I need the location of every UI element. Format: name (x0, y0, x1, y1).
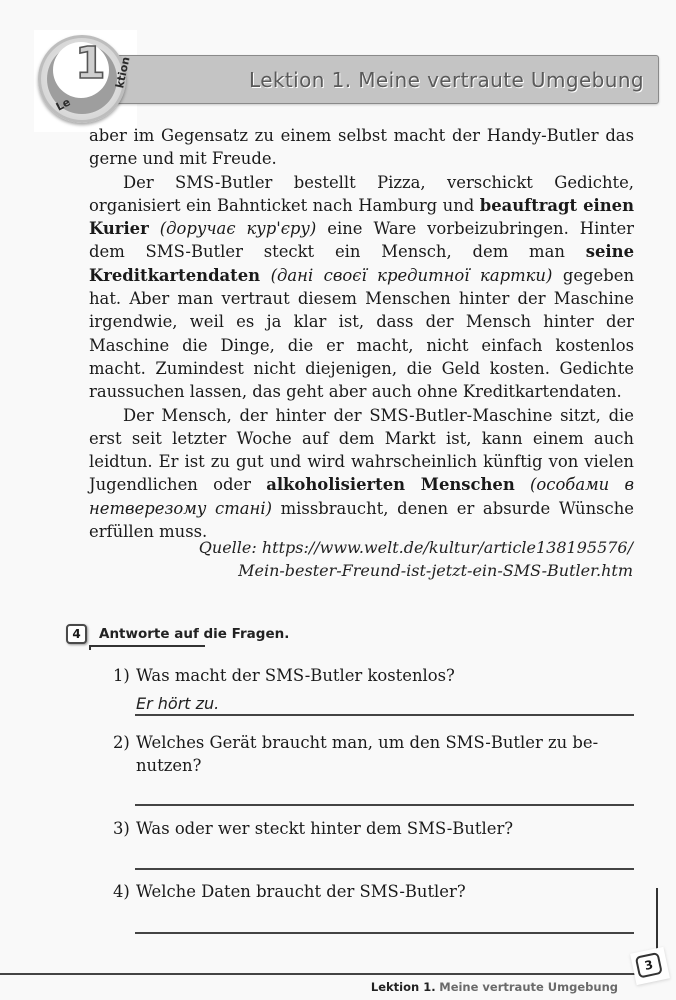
answer-line-1[interactable] (135, 714, 634, 716)
vocab-translation: (особами в нетверезому стані) (89, 475, 634, 518)
exercise-title: Antworte auf die Fragen. (99, 626, 290, 642)
question-text: Welches Gerät braucht man, um den SMS-Butler zu be- (136, 733, 599, 752)
source-line-1: Quelle: https://www.welt.de/kultur/article138195576/ (198, 538, 633, 557)
answer-line-3[interactable] (135, 868, 634, 870)
page-number-badge (630, 947, 670, 985)
question-number: 4) (113, 882, 130, 901)
exercise-number: 4 (66, 624, 87, 644)
text-run: missbraucht, denen er absurde Wünsche erfüllen muss. (89, 498, 634, 542)
answer-line-4[interactable] (135, 932, 634, 934)
paragraph-3 (89, 404, 634, 544)
paragraph-2 (89, 171, 634, 404)
text-run: gegeben hat. Aber man vertraut diesem Menschen hinter der Maschine irgendwie, weil es ja klar ist, dass der Mensch hinter der Maschine die Dinge, die er macht, nicht einfach kostenlos macht. Zumindest nicht diejenigen, die Geld kosten. Gedichte raussuchen lassen, das geht aber auch ohne Kreditkartendaten. (89, 265, 634, 402)
exercise-underline-tick (89, 645, 91, 650)
lesson-title-bar (88, 55, 659, 104)
question-text-continued: nutzen? (136, 756, 202, 775)
question-1 (113, 664, 635, 687)
badge-label-part2: ktion (113, 55, 133, 90)
vocab-translation: (доручає кур'єру) (159, 219, 317, 239)
source-line-2: Mein-bester-Freund-ist-jetzt-ein-SMS-Butler.htm (238, 561, 633, 580)
lesson-title: Lektion 1. Meine vertraute Umgebung (249, 67, 644, 92)
text-run: Der Mensch, der hinter der SMS-Butler-Maschine sitzt, die erst seit letzter Woche auf dem Markt ist, kann einem auch leidtun. Er ist zu gut und wird wahrscheinlich künftig von vielen Jugendlichen oder (89, 405, 634, 495)
answer-1-text[interactable]: Er hört zu. (136, 694, 220, 713)
question-text: Was oder wer steckt hinter dem SMS-Butler? (136, 819, 514, 838)
lesson-badge (38, 35, 133, 123)
exercise-header (66, 624, 289, 644)
paragraph-1: aber im Gegensatz zu einem selbst macht der Handy-Butler das gerne und mit Freude. (89, 126, 634, 169)
footer-rule (0, 973, 640, 975)
question-number: 2) (113, 733, 130, 752)
vocab-term: alkoholisierten Menschen (266, 475, 515, 495)
exercise-title-underline (89, 645, 205, 647)
lesson-number: 1 (75, 38, 106, 89)
question-4 (113, 880, 635, 903)
text-run: Der SMS-Butler bestellt Pizza, verschickt Gedichte, organisiert ein Bahnticket nach Hamburg und (89, 172, 634, 215)
footer-running-title (371, 980, 618, 994)
vocab-translation: (дані своєї кредитної картки) (270, 265, 553, 285)
question-text: Was macht der SMS-Butler kostenlos? (136, 666, 455, 685)
question-3 (113, 817, 635, 840)
question-number: 1) (113, 666, 130, 685)
vocab-term: seine Kreditkartendaten (89, 242, 634, 285)
answer-line-2[interactable] (135, 804, 634, 806)
text-run: eine Ware vorbeizubringen. Hinter dem SMS-Butler steckt ein Mensch, dem man (89, 219, 634, 262)
question-text: Welche Daten braucht der SMS-Butler? (136, 882, 466, 901)
question-number: 3) (113, 819, 130, 838)
footer-lesson-label: Lektion 1. (370, 980, 436, 994)
page-number: 3 (635, 952, 663, 979)
question-2 (113, 731, 635, 777)
source-citation (199, 536, 633, 582)
article-text (89, 124, 634, 543)
badge-label-part1: Le (53, 95, 73, 114)
footer-lesson-title: Meine vertraute Umgebung (439, 980, 618, 994)
badge-inner-circle (53, 38, 109, 98)
vocab-term: beauftragt einen Kurier (89, 195, 634, 239)
